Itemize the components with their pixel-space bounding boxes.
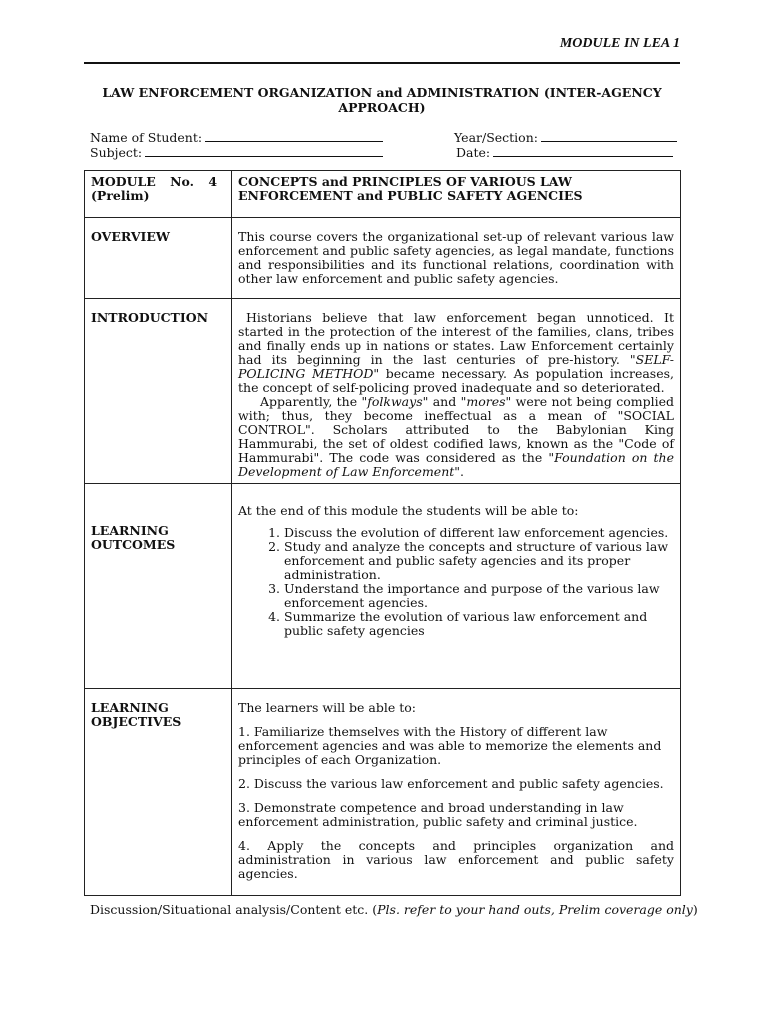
introduction-paragraph-1	[238, 311, 674, 395]
date-field[interactable]	[456, 145, 673, 160]
module-topic-line-2: ENFORCEMENT and PUBLIC SAFETY AGENCIES	[238, 188, 583, 203]
introduction-text-cell	[232, 299, 681, 484]
introduction-label-cell	[85, 299, 232, 484]
footer-text-em: Pls. refer to your hand outs, Prelim coverage only	[377, 902, 693, 917]
learning-outcomes-intro: At the end of this module the students will be able to:	[238, 503, 579, 518]
footer-text-a: Discussion/Situational analysis/Content etc. (	[90, 902, 378, 917]
overview-label: OVERVIEW	[91, 229, 170, 244]
learning-objectives-cell	[232, 689, 681, 896]
module-header-label: MODULE IN LEA 1	[559, 36, 680, 51]
overview-text: This course covers the organizational set-up of relevant various law enforcement and public safety agencies, as legal mandate, functions and responsibilities and its functional relations, coordination with other law enforcement and public safety agencies.	[238, 229, 674, 286]
module-number-label: MODULE No. 4	[91, 174, 218, 189]
year-section-label: Year/Section:	[454, 130, 538, 145]
learning-outcomes-row	[85, 484, 681, 689]
learning-objectives-list	[238, 725, 674, 881]
subject-field[interactable]	[90, 145, 383, 160]
module-row	[85, 171, 681, 218]
intro-self-policing-em: "SELF-POLICING METHOD"	[238, 352, 674, 381]
year-section-field[interactable]	[454, 130, 677, 145]
learning-objectives-label-1: LEARNING	[91, 700, 169, 715]
module-number-cell	[85, 171, 232, 218]
date-label: Date:	[456, 145, 491, 160]
learning-outcomes-list	[238, 526, 674, 638]
intro-p2-text-a: Apparently, the "	[260, 394, 368, 409]
title-line-1: LAW ENFORCEMENT ORGANIZATION and ADMINISTRATION (INTER-AGENCY	[102, 85, 662, 100]
introduction-label: INTRODUCTION	[91, 310, 209, 325]
module-table	[84, 170, 681, 896]
subject-blank[interactable]	[145, 145, 383, 157]
subject-label: Subject:	[90, 145, 143, 160]
footer-note	[90, 902, 698, 917]
title-line-2: APPROACH)	[338, 100, 426, 115]
header-rule	[84, 62, 680, 64]
learning-objectives-intro: The learners will be able to:	[238, 700, 417, 715]
overview-row	[85, 218, 681, 299]
footer-text-b: )	[692, 902, 698, 917]
learning-objective-item: 3. Demonstrate competence and broad understanding in law enforcement administration, public safety and criminal justice.	[238, 800, 638, 829]
intro-p1-text-a: Historians believe that law enforcement began unnoticed. It started in the protection of the interest of the families, clans, tribes and finally ends up in nations or states. Law Enforcement certainly had its beginning in the last centuries of pre-history.	[238, 310, 674, 367]
learning-objective-item: 1. Familiarize themselves with the History of different law enforcement agencies and was able to memorize the elements and principles of each Organization.	[238, 724, 662, 767]
overview-label-cell	[85, 218, 232, 299]
learning-objective-item: 4. Apply the concepts and principles organization and administration in various law enforcement and public safety agencies.	[238, 838, 674, 881]
intro-p2-text-c: " were not being complied with; thus, they become ineffectual as a mean of "SOCIAL CONTROL". Scholars attributed to the Babylonian King Hammurabi, the set of oldest codified laws, known as the "Code of Hammurabi". The code was considered as the "	[238, 394, 674, 465]
module-number-sub: (Prelim)	[91, 188, 150, 203]
learning-outcome-item: 1. Discuss the evolution of different law enforcement agencies.	[284, 526, 674, 540]
introduction-paragraph-2	[238, 395, 674, 479]
module-topic-cell	[232, 171, 681, 218]
overview-text-cell	[232, 218, 681, 299]
module-topic-line-1: CONCEPTS and PRINCIPLES OF VARIOUS LAW	[238, 174, 572, 189]
intro-mores-em: mores	[466, 394, 506, 409]
intro-folkways-em: folkways	[367, 394, 423, 409]
name-of-student-field[interactable]	[90, 130, 383, 145]
name-of-student-blank[interactable]	[205, 130, 383, 142]
intro-p1-text-b: became necessary. As population increases, the concept of self-policing proved inadequate and so deteriorated.	[238, 366, 675, 395]
year-section-blank[interactable]	[541, 130, 677, 142]
name-of-student-label: Name of Student:	[90, 130, 203, 145]
learning-outcomes-label-1: LEARNING	[91, 523, 169, 538]
learning-outcomes-cell	[232, 484, 681, 689]
intro-p2-text-d: ".	[454, 464, 465, 479]
learning-objective-item: 2. Discuss the various law enforcement and public safety agencies.	[238, 776, 664, 791]
learning-outcome-item: 4. Summarize the evolution of various law enforcement and public safety agencies	[284, 610, 674, 638]
learning-objectives-label-cell	[85, 689, 232, 896]
document-title	[84, 85, 680, 115]
intro-p2-text-b: " and "	[422, 394, 467, 409]
date-blank[interactable]	[493, 145, 673, 157]
intro-foundation-em: Foundation on the Development of Law Enforcement	[238, 450, 674, 479]
learning-objectives-row	[85, 689, 681, 896]
learning-outcome-item: 2. Study and analyze the concepts and structure of various law enforcement and public safety agencies and its proper administration.	[284, 540, 674, 582]
learning-outcomes-label-cell	[85, 484, 232, 689]
introduction-row	[85, 299, 681, 484]
learning-outcomes-label-2: OUTCOMES	[91, 537, 176, 552]
learning-objectives-label-2: OBJECTIVES	[91, 714, 182, 729]
learning-outcome-item: 3. Understand the importance and purpose of the various law enforcement agencies.	[284, 582, 674, 610]
